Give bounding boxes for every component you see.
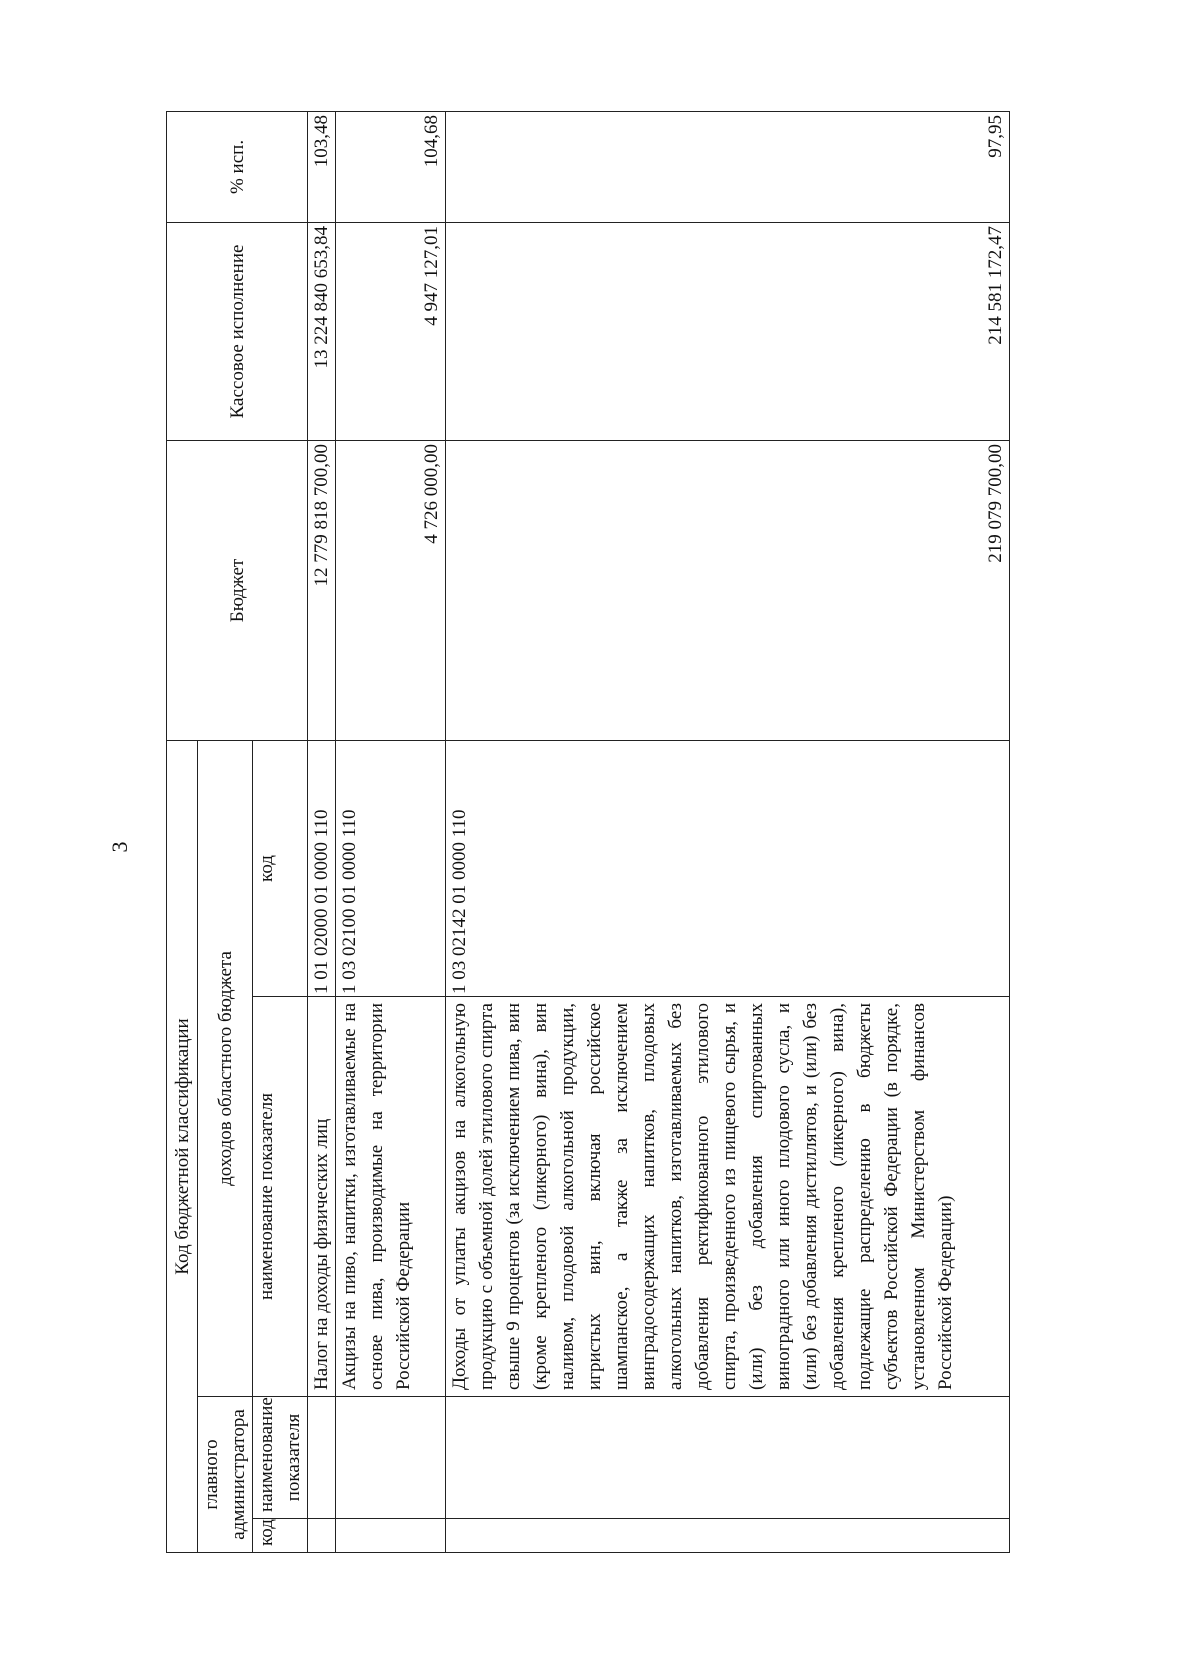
cash-header: Кассовое исполнение <box>167 222 308 440</box>
cash-cell: 13 224 840 653,84 <box>308 222 336 440</box>
income-name-header: наименование показателя <box>253 997 308 1397</box>
cash-cell: 214 581 172,47 <box>446 222 1010 440</box>
admin-name-cell <box>446 1397 1010 1519</box>
admin-group-header: главного администратора <box>198 1397 253 1553</box>
income-code-header: код <box>253 740 308 996</box>
classification-header: Код бюджетной классификации <box>167 740 198 1552</box>
income-code-cell: 1 03 02100 01 0000 110 <box>336 740 446 996</box>
budget-cell: 219 079 700,00 <box>446 440 1010 740</box>
percent-cell: 97,95 <box>446 111 1010 222</box>
income-code-cell: 1 03 02142 01 0000 110 <box>446 740 1010 996</box>
rotated-table-wrapper <box>166 112 1010 1553</box>
budget-cell: 12 779 818 700,00 <box>308 440 336 740</box>
income-code-cell: 1 01 02000 01 0000 110 <box>308 740 336 996</box>
admin-code-cell <box>308 1519 336 1553</box>
income-name-cell: Доходы от уплаты акцизов на алкогольную продукцию с объемной долей этилового спирта свыше 9 процентов (за исключением пива, вин (кроме крепленого (ликерного) вина), вин наливом, плодовой алкогольной продукции, игристых вин, включая российское шампанское, а также за исключением винградосодержащих напитков, плодовых алкогольных напитков, изготавливаемых без добавления ректификованного этилового спирта, произведенного из пищевого сырья, и (или) без добавления спиртованных виноградного или иного плодового сусла, и (или) без добавления дистиллятов, и (или) без добавления крепленого (ликерного) вина), подлежащие распределению в бюджеты субъектов Российской Федерации (в порядке, установленном Министерством финансов Российской Федерации) <box>446 997 1010 1397</box>
budget-cell: 4 726 000,00 <box>336 440 446 740</box>
admin-name-header: наименование показателя <box>253 1397 308 1519</box>
income-group-header: доходов областного бюджета <box>198 740 253 1396</box>
admin-code-header: код <box>253 1519 308 1553</box>
admin-name-cell <box>336 1397 446 1519</box>
admin-name-cell <box>308 1397 336 1519</box>
income-name-cell: Акцизы на пиво, напитки, изготавливаемые на основе пива, производимые на территории Российской Федерации <box>336 997 446 1397</box>
table-row <box>446 111 1010 1552</box>
percent-cell: 103,48 <box>308 111 336 222</box>
budget-header: Бюджет <box>167 440 308 740</box>
table-row <box>308 111 336 1552</box>
admin-code-cell <box>336 1519 446 1553</box>
percent-header: % исп. <box>167 111 308 222</box>
budget-table <box>166 111 1010 1553</box>
page-number: 3 <box>107 841 132 853</box>
percent-cell: 104,68 <box>336 111 446 222</box>
income-name-cell: Налог на доходы физических лиц <box>308 997 336 1397</box>
table-row <box>336 111 446 1552</box>
cash-cell: 4 947 127,01 <box>336 222 446 440</box>
admin-code-cell <box>446 1519 1010 1553</box>
